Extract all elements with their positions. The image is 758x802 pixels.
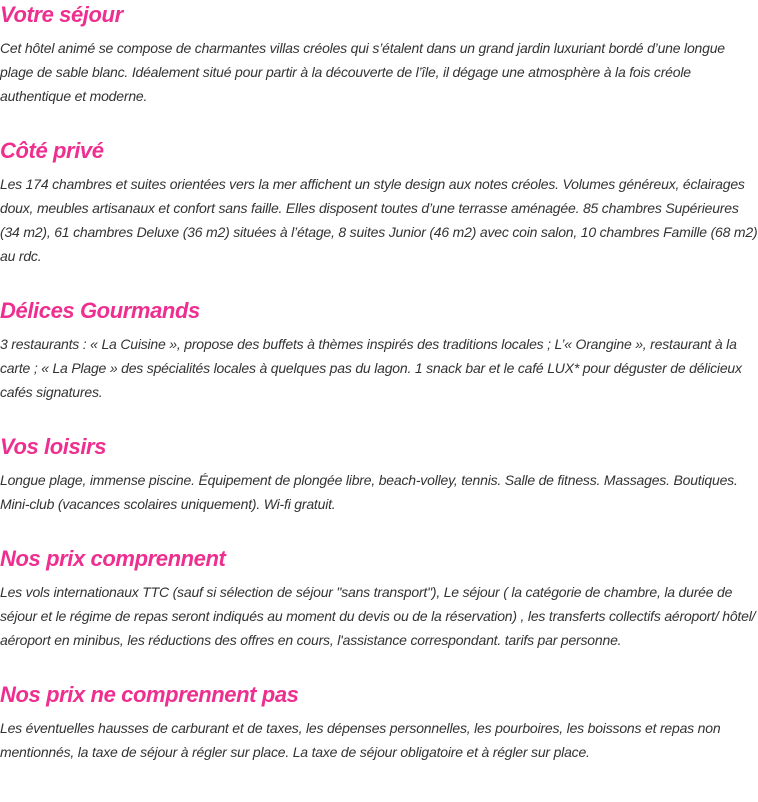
section-title: Nos prix comprennent xyxy=(0,546,226,571)
section-delices-gourmands xyxy=(0,296,758,404)
section-body: Les éventuelles hausses de carburant et de taxes, les dépenses personnelles, les pourboires, les boissons et repas non mentionnés, la taxe de séjour à régler sur place. La taxe de séjour obligatoire et à régler sur place. xyxy=(0,720,721,760)
section-body: Les 174 chambres et suites orientées vers la mer affichent un style design aux notes créoles. Volumes généreux, éclairages doux, meubles artisanaux et confort sans faille. Elles disposent toutes d’une terrasse aménagée. 85 chambres Supérieures (34 m2), 61 chambres Deluxe (36 m2) situées à l’étage, 8 suites Junior (46 m2) avec coin salon, 10 chambres Famille (68 m2) au rdc. xyxy=(0,176,758,264)
section-title: Vos loisirs xyxy=(0,434,107,459)
section-body: Les vols internationaux TTC (sauf si sélection de séjour "sans transport"), Le séjour ( la catégorie de chambre, la durée de séjour et le régime de repas seront indiqués au moment du devis ou de la réservation) , les transferts collectifs aéroport/ hôtel/ aéroport en minibus, les réductions des offres en cours, l'assistance correspondant. tarifs par personne. xyxy=(0,584,756,648)
section-votre-sejour xyxy=(0,0,758,108)
section-cote-prive xyxy=(0,136,758,268)
section-title: Nos prix ne comprennent pas xyxy=(0,682,299,707)
section-body: Longue plage, immense piscine. Équipement de plongée libre, beach-volley, tennis. Salle de fitness. Massages. Boutiques. Mini-club (vacances scolaires uniquement). Wi-fi gratuit. xyxy=(0,472,738,512)
section-prix-ne-comprennent-pas xyxy=(0,680,758,764)
section-body: 3 restaurants : « La Cuisine », propose des buffets à thèmes inspirés des traditions locales ; L’« Orangine », restaurant à la carte ; « La Plage » des spécialités locales à quelques pas du lagon. 1 snack bar et le café LUX* pour déguster de délicieux cafés signatures. xyxy=(0,336,742,400)
section-body: Cet hôtel animé se compose de charmantes villas créoles qui s’étalent dans un grand jardin luxuriant bordé d’une longue plage de sable blanc. Idéalement situé pour partir à la découverte de l’île, il dégage une atmosphère à la fois créole authentique et moderne. xyxy=(0,40,725,104)
section-title: Délices Gourmands xyxy=(0,298,200,323)
section-title: Côté privé xyxy=(0,138,104,163)
section-prix-comprennent xyxy=(0,544,758,652)
section-vos-loisirs xyxy=(0,432,758,516)
section-title: Votre séjour xyxy=(0,2,123,27)
